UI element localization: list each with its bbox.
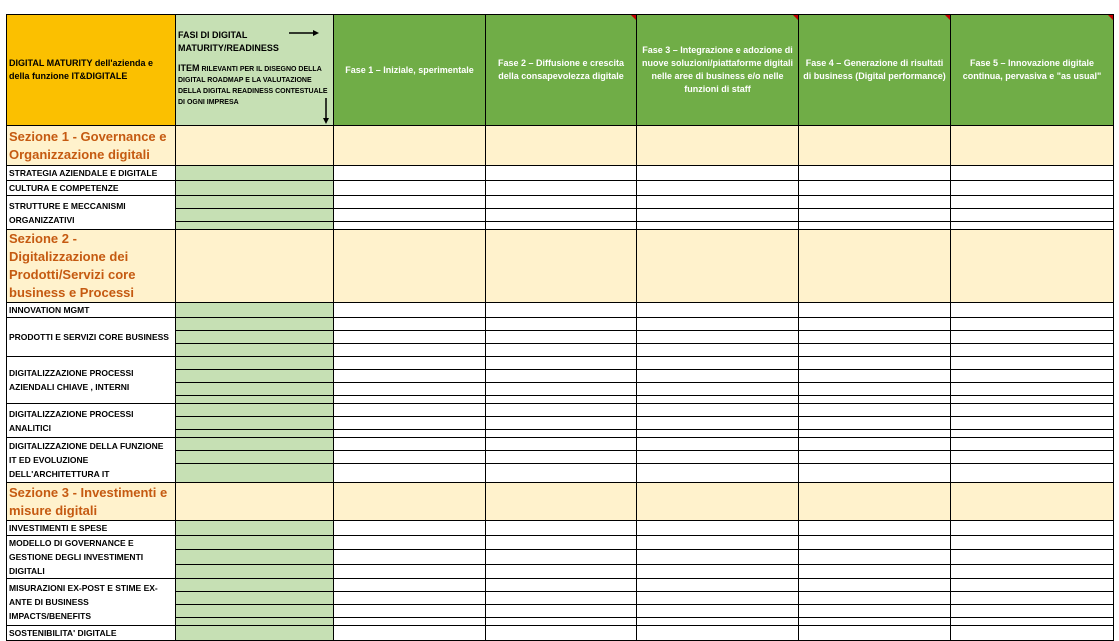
phase-cell[interactable]: [951, 344, 1114, 357]
section-cell[interactable]: [334, 126, 486, 166]
phase-cell[interactable]: [334, 383, 486, 396]
phase-cell[interactable]: [799, 417, 951, 430]
phase-cell[interactable]: [637, 370, 799, 383]
phase-cell[interactable]: [334, 370, 486, 383]
item-cell[interactable]: [176, 303, 334, 318]
phase-cell[interactable]: [799, 181, 951, 196]
phase-cell[interactable]: [334, 404, 486, 417]
phase-cell[interactable]: [951, 383, 1114, 396]
phase-cell[interactable]: [799, 209, 951, 222]
section-cell[interactable]: [176, 230, 334, 303]
phase-cell[interactable]: [799, 222, 951, 230]
item-cell[interactable]: [176, 618, 334, 626]
phase-cell[interactable]: [334, 451, 486, 464]
phase-cell[interactable]: [799, 331, 951, 344]
phase-cell[interactable]: [334, 430, 486, 438]
phase-cell[interactable]: [334, 605, 486, 618]
phase-cell[interactable]: [486, 521, 637, 536]
phase-cell[interactable]: [951, 626, 1114, 641]
fasi-header-cell: [176, 15, 334, 126]
phase-cell[interactable]: [486, 626, 637, 641]
phase-4-label: Fase 4 – Generazione di risultati di business (Digital performance): [803, 58, 946, 81]
item-cell[interactable]: [176, 370, 334, 383]
phase-cell[interactable]: [951, 430, 1114, 438]
table-row: [7, 404, 1114, 417]
phase-cell[interactable]: [951, 404, 1114, 417]
item-label: SOSTENIBILITA' DIGITALE: [7, 626, 176, 641]
section-title: Sezione 1 - Governance e Organizzazione digitali: [7, 126, 176, 166]
section-title: Sezione 2 - Digitalizzazione dei Prodotti/Servizi core business e Processi: [7, 230, 176, 303]
section-cell[interactable]: [951, 483, 1114, 521]
phase-cell[interactable]: [799, 521, 951, 536]
item-cell[interactable]: [176, 209, 334, 222]
phase-cell[interactable]: [486, 550, 637, 564]
phase-cell[interactable]: [486, 430, 637, 438]
phase-cell[interactable]: [637, 438, 799, 451]
section-cell[interactable]: [637, 483, 799, 521]
phase-cell[interactable]: [951, 536, 1114, 550]
phase-cell[interactable]: [334, 564, 486, 578]
phase-cell[interactable]: [799, 404, 951, 417]
section-row: [7, 126, 1114, 166]
item-cell[interactable]: [176, 417, 334, 430]
phase-cell[interactable]: [799, 318, 951, 331]
phase-cell[interactable]: [799, 564, 951, 578]
phase-cell[interactable]: [637, 209, 799, 222]
phase-cell[interactable]: [486, 451, 637, 464]
phase-cell[interactable]: [637, 550, 799, 564]
table-row: [7, 181, 1114, 196]
phase-cell[interactable]: [334, 303, 486, 318]
phase-cell[interactable]: [951, 464, 1114, 483]
item-cell[interactable]: [176, 521, 334, 536]
phase-cell[interactable]: [486, 344, 637, 357]
phase-cell[interactable]: [486, 209, 637, 222]
phase-cell[interactable]: [637, 451, 799, 464]
section-title: Sezione 3 - Investimenti e misure digitali: [7, 483, 176, 521]
phase-cell[interactable]: [486, 357, 637, 370]
section-cell[interactable]: [486, 230, 637, 303]
phase-cell[interactable]: [637, 430, 799, 438]
phase-cell[interactable]: [951, 438, 1114, 451]
item-cell[interactable]: [176, 196, 334, 209]
phase-cell[interactable]: [334, 166, 486, 181]
arrow-right-icon: [289, 28, 319, 38]
item-cell[interactable]: [176, 464, 334, 483]
table-row: [7, 626, 1114, 641]
phase-cell[interactable]: [951, 417, 1114, 430]
arrow-down-icon: [321, 98, 331, 124]
section-cell[interactable]: [799, 126, 951, 166]
phase-cell[interactable]: [486, 536, 637, 550]
phase-cell[interactable]: [486, 404, 637, 417]
phase-cell[interactable]: [334, 618, 486, 626]
phase-cell[interactable]: [799, 370, 951, 383]
phase-cell[interactable]: [799, 303, 951, 318]
phase-cell[interactable]: [637, 618, 799, 626]
item-label: STRUTTURE E MECCANISMI ORGANIZZATIVI: [7, 196, 176, 230]
phase-cell[interactable]: [637, 396, 799, 404]
section-cell[interactable]: [637, 230, 799, 303]
phase-cell[interactable]: [799, 438, 951, 451]
phase-cell[interactable]: [486, 222, 637, 230]
section-cell[interactable]: [951, 230, 1114, 303]
phase-cell[interactable]: [334, 579, 486, 592]
phase-cell[interactable]: [637, 605, 799, 618]
section-cell[interactable]: [334, 483, 486, 521]
item-cell[interactable]: [176, 166, 334, 181]
phase-5-label: Fase 5 – Innovazione digitale continua, pervasiva e "as usual": [962, 58, 1102, 81]
phase-cell[interactable]: [334, 181, 486, 196]
phase-cell[interactable]: [334, 417, 486, 430]
phase-cell[interactable]: [486, 383, 637, 396]
section-row: [7, 230, 1114, 303]
phase-cell[interactable]: [951, 222, 1114, 230]
item-cell[interactable]: [176, 318, 334, 331]
phase-cell[interactable]: [951, 550, 1114, 564]
phase-cell[interactable]: [334, 550, 486, 564]
table-row: [7, 166, 1114, 181]
table-row: [7, 438, 1114, 451]
item-cell[interactable]: [176, 181, 334, 196]
phase-cell[interactable]: [334, 592, 486, 605]
phase-cell[interactable]: [486, 303, 637, 318]
phase-3-label: Fase 3 – Integrazione e adozione di nuove soluzioni/piattaforme digitali nelle aree di business e/o nelle funzioni di staff: [641, 45, 793, 94]
table-row: [7, 303, 1114, 318]
item-label: MODELLO DI GOVERNANCE E GESTIONE DEGLI INVESTIMENTI DIGITALI: [7, 536, 176, 579]
phase-cell[interactable]: [486, 618, 637, 626]
phase-cell[interactable]: [637, 357, 799, 370]
item-cell[interactable]: [176, 451, 334, 464]
item-cell[interactable]: [176, 357, 334, 370]
section-cell[interactable]: [486, 483, 637, 521]
phase-cell[interactable]: [637, 536, 799, 550]
phase-cell[interactable]: [637, 318, 799, 331]
phase-cell[interactable]: [951, 166, 1114, 181]
phase-cell[interactable]: [799, 430, 951, 438]
phase-cell[interactable]: [637, 564, 799, 578]
section-row: [7, 483, 1114, 521]
item-cell[interactable]: [176, 331, 334, 344]
phase-cell[interactable]: [637, 222, 799, 230]
maturity-grid: [6, 14, 1114, 641]
phase-cell[interactable]: [799, 451, 951, 464]
phase-cell[interactable]: [951, 318, 1114, 331]
phase-cell[interactable]: [951, 592, 1114, 605]
phase-cell[interactable]: [799, 383, 951, 396]
phase-cell[interactable]: [951, 396, 1114, 404]
phase-cell[interactable]: [486, 196, 637, 209]
phase-cell[interactable]: [637, 166, 799, 181]
phase-cell[interactable]: [951, 564, 1114, 578]
phase-cell[interactable]: [334, 438, 486, 451]
header-row: [7, 15, 1114, 126]
item-label: PRODOTTI E SERVIZI CORE BUSINESS: [7, 318, 176, 357]
item-cell[interactable]: [176, 550, 334, 564]
phase-cell[interactable]: [486, 605, 637, 618]
phase-cell[interactable]: [334, 396, 486, 404]
phase-cell[interactable]: [637, 331, 799, 344]
phase-cell[interactable]: [951, 370, 1114, 383]
phase-cell[interactable]: [486, 464, 637, 483]
fasi-title: FASI DI DIGITAL MATURITY/READINESS: [178, 30, 279, 53]
section-cell[interactable]: [637, 126, 799, 166]
section-cell[interactable]: [799, 230, 951, 303]
phase-cell[interactable]: [799, 626, 951, 641]
phase-cell[interactable]: [951, 331, 1114, 344]
item-cell[interactable]: [176, 404, 334, 417]
item-cell[interactable]: [176, 579, 334, 592]
phase-cell[interactable]: [951, 451, 1114, 464]
phase-cell[interactable]: [486, 438, 637, 451]
section-cell[interactable]: [334, 230, 486, 303]
item-cell[interactable]: [176, 344, 334, 357]
comment-marker-icon: [631, 15, 636, 20]
phase-cell[interactable]: [637, 196, 799, 209]
phase-1-label: Fase 1 – Iniziale, sperimentale: [345, 64, 474, 75]
phase-3-header: [637, 15, 799, 126]
phase-5-header: [951, 15, 1114, 126]
item-word: ITEM: [178, 63, 200, 73]
phase-cell[interactable]: [486, 417, 637, 430]
phase-4-header: [799, 15, 951, 126]
phase-cell[interactable]: [637, 417, 799, 430]
phase-cell[interactable]: [334, 344, 486, 357]
phase-cell[interactable]: [334, 521, 486, 536]
phase-cell[interactable]: [637, 579, 799, 592]
item-cell[interactable]: [176, 222, 334, 230]
item-cell[interactable]: [176, 536, 334, 550]
table-row: [7, 357, 1114, 370]
phase-cell[interactable]: [486, 592, 637, 605]
phase-cell[interactable]: [951, 579, 1114, 592]
phase-cell[interactable]: [334, 318, 486, 331]
item-cell[interactable]: [176, 383, 334, 396]
phase-cell[interactable]: [951, 521, 1114, 536]
phase-2-header: [486, 15, 637, 126]
phase-cell[interactable]: [951, 605, 1114, 618]
item-cell[interactable]: [176, 592, 334, 605]
phase-cell[interactable]: [799, 579, 951, 592]
item-label: CULTURA E COMPETENZE: [7, 181, 176, 196]
maturity-header-cell: [7, 15, 176, 126]
item-label: DIGITALIZZAZIONE PROCESSI AZIENDALI CHIAVE , INTERNI: [7, 357, 176, 404]
phase-cell[interactable]: [951, 181, 1114, 196]
maturity-header-label: DIGITAL MATURITY dell'azienda e della funzione IT&DIGITALE: [9, 58, 153, 81]
section-cell[interactable]: [486, 126, 637, 166]
item-label: STRATEGIA AZIENDALE E DIGITALE: [7, 166, 176, 181]
phase-cell[interactable]: [799, 357, 951, 370]
phase-1-header: [334, 15, 486, 126]
phase-cell[interactable]: [799, 196, 951, 209]
item-label: INVESTIMENTI E SPESE: [7, 521, 176, 536]
comment-marker-icon: [793, 15, 798, 20]
phase-cell[interactable]: [951, 618, 1114, 626]
table-row: [7, 521, 1114, 536]
phase-cell[interactable]: [486, 318, 637, 331]
item-label: INNOVATION MGMT: [7, 303, 176, 318]
phase-cell[interactable]: [951, 357, 1114, 370]
phase-cell[interactable]: [951, 209, 1114, 222]
phase-cell[interactable]: [951, 196, 1114, 209]
phase-cell[interactable]: [486, 331, 637, 344]
phase-cell[interactable]: [799, 618, 951, 626]
phase-cell[interactable]: [486, 396, 637, 404]
phase-cell[interactable]: [799, 536, 951, 550]
phase-cell[interactable]: [334, 222, 486, 230]
phase-cell[interactable]: [637, 181, 799, 196]
item-cell[interactable]: [176, 564, 334, 578]
phase-cell[interactable]: [799, 550, 951, 564]
phase-cell[interactable]: [486, 370, 637, 383]
phase-cell[interactable]: [334, 464, 486, 483]
phase-cell[interactable]: [637, 464, 799, 483]
item-note-text: RILEVANTI PER IL DISEGNO DELLA DIGITAL ROADMAP E LA VALUTAZIONE DELLA DIGITAL READINESS CONTESTUALE DI OGNI IMPRESA: [178, 66, 328, 106]
phase-cell[interactable]: [486, 181, 637, 196]
phase-cell[interactable]: [637, 592, 799, 605]
phase-cell[interactable]: [334, 196, 486, 209]
comment-marker-icon: [1108, 15, 1113, 20]
phase-cell[interactable]: [637, 404, 799, 417]
phase-cell[interactable]: [637, 521, 799, 536]
phase-cell[interactable]: [799, 592, 951, 605]
phase-cell[interactable]: [951, 303, 1114, 318]
phase-cell[interactable]: [334, 331, 486, 344]
table-row: [7, 196, 1114, 209]
item-cell[interactable]: [176, 430, 334, 438]
phase-cell[interactable]: [334, 209, 486, 222]
phase-cell[interactable]: [334, 357, 486, 370]
section-cell[interactable]: [951, 126, 1114, 166]
phase-cell[interactable]: [799, 464, 951, 483]
section-cell[interactable]: [176, 126, 334, 166]
phase-cell[interactable]: [637, 303, 799, 318]
phase-cell[interactable]: [486, 579, 637, 592]
item-cell[interactable]: [176, 626, 334, 641]
section-cell[interactable]: [176, 483, 334, 521]
table-row: [7, 536, 1114, 550]
phase-cell[interactable]: [486, 166, 637, 181]
phase-cell[interactable]: [334, 626, 486, 641]
item-label: DIGITALIZZAZIONE PROCESSI ANALITICI: [7, 404, 176, 438]
section-cell[interactable]: [799, 483, 951, 521]
phase-cell[interactable]: [799, 396, 951, 404]
item-cell[interactable]: [176, 396, 334, 404]
item-cell[interactable]: [176, 438, 334, 451]
phase-cell[interactable]: [799, 605, 951, 618]
phase-cell[interactable]: [799, 344, 951, 357]
phase-cell[interactable]: [799, 166, 951, 181]
item-cell[interactable]: [176, 605, 334, 618]
item-note: [178, 63, 331, 108]
comment-marker-icon: [945, 15, 950, 20]
phase-cell[interactable]: [637, 626, 799, 641]
phase-cell[interactable]: [637, 344, 799, 357]
item-label: MISURAZIONI EX-POST E STIME EX-ANTE DI BUSINESS IMPACTS/BENEFITS: [7, 579, 176, 626]
phase-cell[interactable]: [334, 536, 486, 550]
phase-cell[interactable]: [486, 564, 637, 578]
phase-2-label: Fase 2 – Diffusione e crescita della consapevolezza digitale: [497, 58, 625, 81]
phase-cell[interactable]: [637, 383, 799, 396]
item-label: DIGITALIZZAZIONE DELLA FUNZIONE IT ED EVOLUZIONE DELL'ARCHITETTURA IT: [7, 438, 176, 483]
table-row: [7, 579, 1114, 592]
table-row: [7, 318, 1114, 331]
